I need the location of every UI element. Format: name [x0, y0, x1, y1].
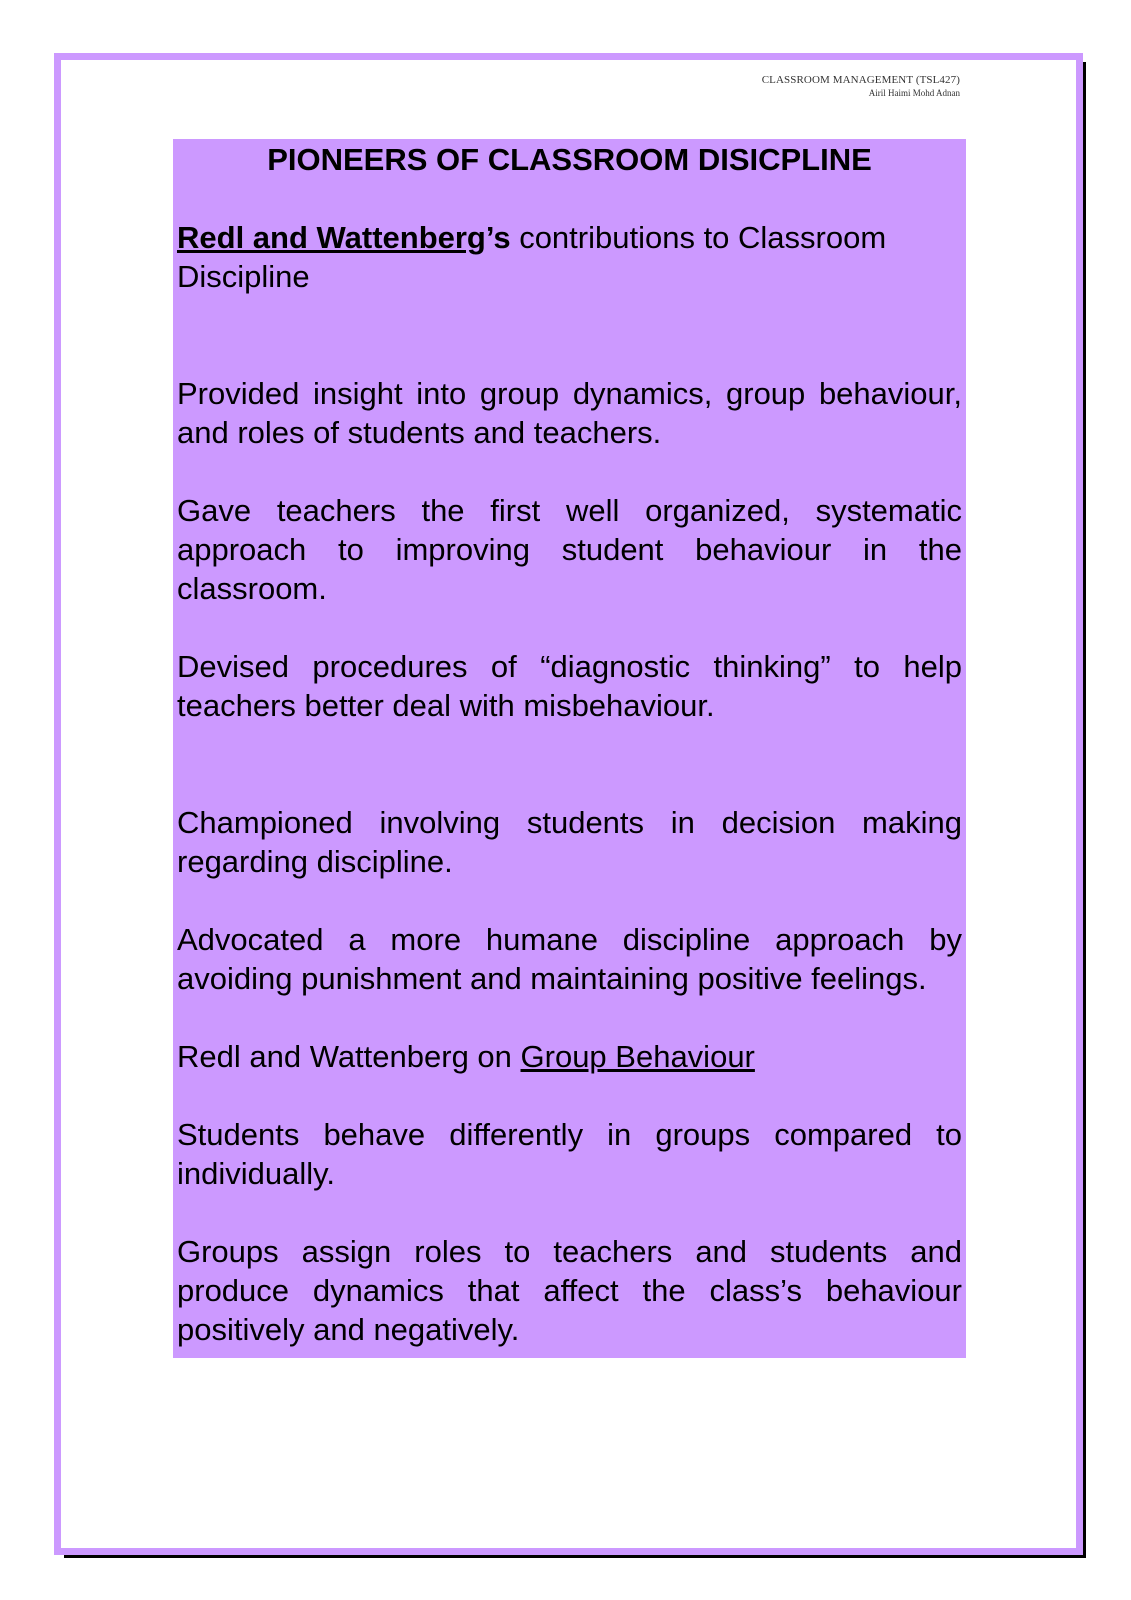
- section2-prefix: Redl and Wattenberg on: [177, 1039, 521, 1074]
- spacer: [177, 452, 962, 491]
- page-frame: [54, 53, 1083, 1555]
- spacer: [177, 1076, 962, 1115]
- page-title: PIONEERS OF CLASSROOM DISICPLINE: [267, 142, 872, 177]
- header-course: CLASSROOM MANAGEMENT (TSL427): [761, 74, 960, 86]
- intro-rest: contributions to Classroom Discipline: [177, 220, 887, 294]
- contribution-item: Devised procedures of “diagnostic thinking” to help teachers better deal with misbehaviour.: [177, 649, 962, 723]
- group-point: Groups assign roles to teachers and students and produce dynamics that affect the class’s behaviour positively and negatively.: [177, 1234, 962, 1347]
- header-author: Airil Haimi Mohd Adnan: [868, 88, 960, 98]
- spacer: [177, 881, 962, 920]
- spacer: [177, 608, 962, 647]
- section2-topic: Group Behaviour: [520, 1039, 755, 1074]
- section2-heading: [177, 1037, 962, 1076]
- running-header: [762, 74, 960, 100]
- spacer: [177, 296, 962, 374]
- content-box: [173, 139, 966, 1358]
- contribution-item: Advocated a more humane discipline approach by avoiding punishment and maintaining positive feelings.: [177, 922, 962, 996]
- intro-paragraph: [177, 218, 962, 296]
- spacer: [177, 998, 962, 1037]
- intro-possessive: ’s: [485, 220, 511, 255]
- spacer: [177, 725, 962, 803]
- spacer: [177, 1193, 962, 1232]
- contribution-item: Gave teachers the first well organized, systematic approach to improving student behaviour in the classroom.: [177, 493, 962, 606]
- group-point: Students behave differently in groups compared to individually.: [177, 1117, 962, 1191]
- intro-names: Redl and Wattenberg: [177, 220, 486, 255]
- contribution-item: Provided insight into group dynamics, group behaviour, and roles of students and teachers.: [177, 376, 962, 450]
- spacer: [177, 179, 962, 218]
- contribution-item: Championed involving students in decision making regarding discipline.: [177, 805, 962, 879]
